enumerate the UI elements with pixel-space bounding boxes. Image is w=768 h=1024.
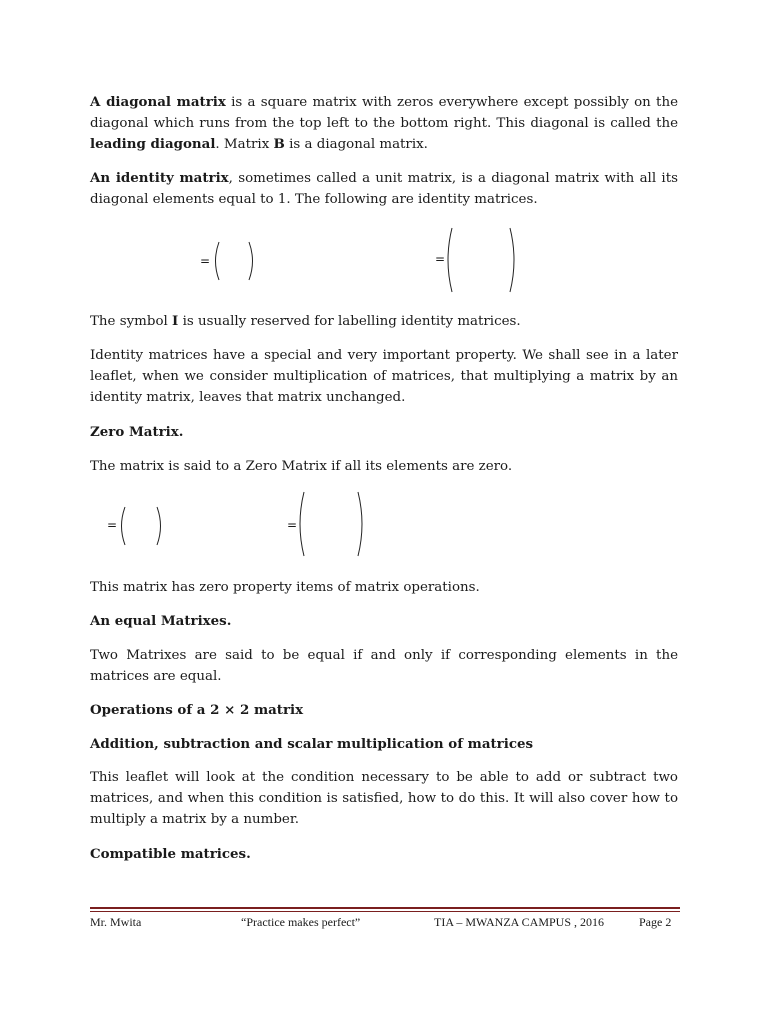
symbol-i-paragraph: The symbol I is usually reserved for labelling identity matrices. bbox=[90, 313, 521, 329]
identity-2x2-equals: = bbox=[200, 254, 211, 268]
identity-2x2-matrix-brackets bbox=[209, 240, 259, 282]
symbol-i: I bbox=[172, 313, 179, 329]
addition-subtraction-heading: Addition, subtraction and scalar multiplication of matrices bbox=[90, 736, 534, 752]
operations-heading: Operations of a 2 × 2 matrix bbox=[90, 702, 304, 718]
identity-3x3-equals: = bbox=[435, 252, 446, 266]
identity-matrix-paragraph: An identity matrix, sometimes called a unit matrix, is a diagonal matrix with all its diagonal elements equal to 1. The following are identity matrices. bbox=[90, 170, 678, 207]
zero-2x2-equals: = bbox=[107, 518, 118, 532]
equal-matrixes-definition: Two Matrixes are said to be equal if and only if corresponding elements in the matrices are equal. bbox=[90, 648, 678, 684]
matrix-b-label: B bbox=[273, 136, 285, 152]
zero-3x3-matrix-brackets bbox=[295, 490, 367, 558]
footer-page-number: Page 2 bbox=[639, 915, 672, 929]
footer-rule-thin bbox=[90, 911, 680, 912]
zero-matrix-heading: Zero Matrix. bbox=[90, 424, 184, 440]
zero-matrix-property: This matrix has zero property items of matrix operations. bbox=[90, 580, 480, 595]
zero-2x2-matrix-brackets bbox=[115, 505, 167, 547]
identity-matrix-term: An identity matrix bbox=[90, 170, 229, 186]
leaflet-intro-paragraph: This leaflet will look at the condition necessary to be able to add or subtract two matrices, and when this condition is satisfied, how to do this. It will also cover how to multiply a matrix by a number. bbox=[90, 770, 678, 827]
zero-3x3-equals: = bbox=[287, 518, 298, 532]
equal-matrixes-heading: An equal Matrixes. bbox=[90, 613, 232, 629]
diagonal-matrix-paragraph: A diagonal matrix is a square matrix with zeros everywhere except possibly on the diagonal which runs from the top left to the bottom right. This diagonal is called the leading diagonal. Matrix B is a diagonal matrix. bbox=[90, 94, 678, 152]
footer-campus: TIA – MWANZA CAMPUS , 2016 bbox=[434, 915, 605, 929]
compatible-matrices-heading: Compatible matrices. bbox=[90, 846, 251, 862]
zero-matrix-definition: The matrix is said to a Zero Matrix if all its elements are zero. bbox=[90, 459, 513, 474]
footer-motto: “Practice makes perfect” bbox=[241, 915, 361, 929]
footer-author: Mr. Mwita bbox=[90, 915, 142, 929]
diagonal-matrix-term: A diagonal matrix bbox=[90, 94, 226, 110]
footer-rule-thick bbox=[90, 907, 680, 909]
leading-diagonal-term: leading diagonal bbox=[90, 136, 216, 152]
identity-3x3-matrix-brackets bbox=[443, 226, 519, 294]
identity-property-paragraph: Identity matrices have a special and very important property. We shall see in a later leaflet, when we consider multiplication of matrices, that multiplying a matrix by an identity matrix, leaves that matrix unchanged. bbox=[90, 348, 678, 405]
